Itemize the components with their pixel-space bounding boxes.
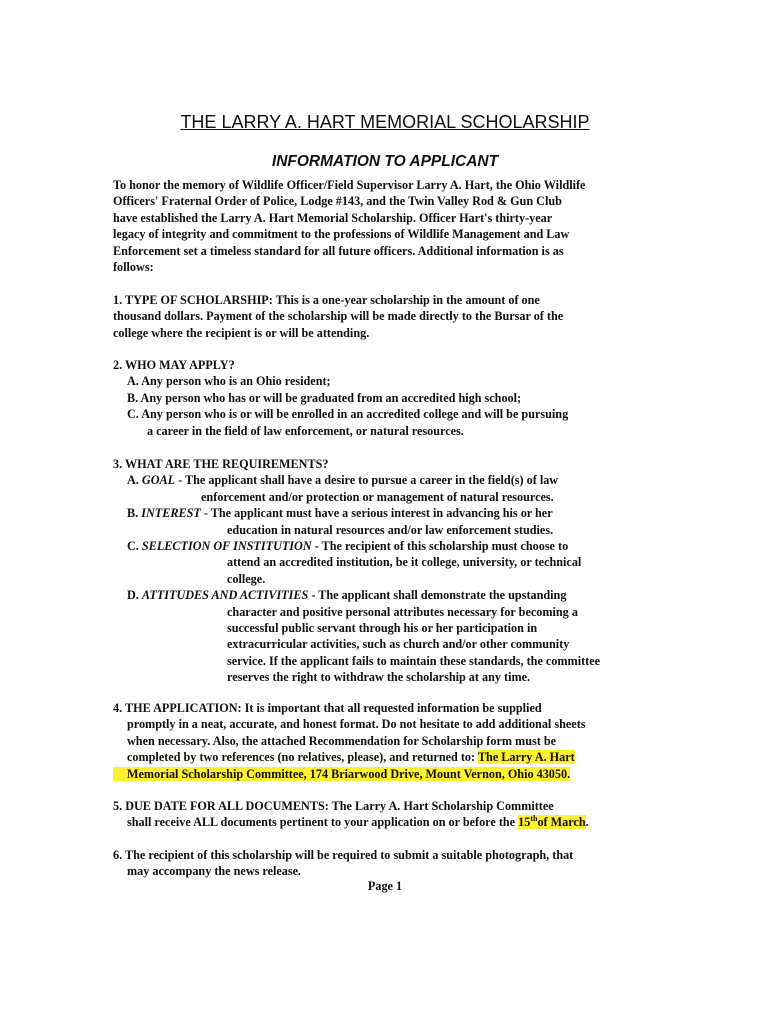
requirement-goal [113, 472, 673, 488]
requirement-text: - The applicant shall have a desire to pursue a career in the field(s) of law [175, 473, 559, 488]
section-type-of-scholarship [113, 292, 673, 341]
section-application [113, 700, 673, 782]
requirement-attitudes-continued: successful public servant through his or her participation in [227, 620, 538, 635]
section6-line: 6. The recipient of this scholarship will be required to submit a suitable photograph, that [113, 848, 574, 862]
requirement-term: INTEREST [141, 506, 201, 521]
section5-line [113, 814, 673, 830]
item-prefix: D. [127, 588, 142, 603]
section4-line: promptly in a neat, accurate, and honest format. Do not hesitate to add additional sheets [127, 717, 586, 732]
requirement-goal-continued: enforcement and/or protection or management of natural resources. [201, 489, 554, 504]
document-title: THE LARRY A. HART MEMORIAL SCHOLARSHIP [180, 112, 590, 132]
section5-text: shall receive ALL documents pertinent to your application on or before the [127, 815, 519, 830]
due-date-day: 15 [518, 815, 531, 830]
section5-period: . [585, 815, 589, 830]
section5-line: 5. DUE DATE FOR ALL DOCUMENTS: The Larry A. Hart Scholarship Committee [113, 799, 554, 813]
section-who-may-apply [113, 357, 673, 439]
requirement-attitudes [113, 587, 673, 603]
item-prefix: C. [127, 538, 142, 553]
intro-line: Officers' Fraternal Order of Police, Lodge #143, and the Twin Valley Rod & Gun Club [113, 194, 562, 209]
section4-text: completed by two references (no relatives, please), and returned to: [127, 750, 478, 765]
highlighted-address: The Larry A. Hart [477, 750, 575, 765]
requirement-term: GOAL [141, 473, 176, 488]
requirement-interest [113, 505, 673, 521]
highlighted-address: Memorial Scholarship Committee, 174 Briarwood Drive, Mount Vernon, Ohio 43050. [113, 767, 570, 781]
requirement-attitudes-continued: service. If the applicant fails to maintain these standards, the committee [227, 653, 601, 668]
section4-line [113, 749, 673, 765]
section6-line: may accompany the news release. [127, 864, 302, 879]
due-date-suffix: th [530, 814, 538, 824]
section2-item-b: B. Any person who has or will be graduated from an accredited high school; [127, 390, 522, 405]
intro-paragraph [113, 177, 673, 275]
item-prefix: B. [127, 506, 142, 521]
requirement-text: - The recipient of this scholarship must choose to [311, 538, 569, 553]
intro-line: Enforcement set a timeless standard for all future officers. Additional information is as [113, 243, 564, 258]
intro-line: follows: [113, 259, 154, 274]
page-number: Page 1 [367, 879, 403, 893]
due-date-month: of March [537, 815, 586, 830]
requirement-attitudes-continued: character and positive personal attributes necessary for becoming a [227, 604, 578, 619]
requirement-institution-continued: attend an accredited institution, be it college, university, or technical [227, 555, 582, 570]
section4-line [113, 766, 673, 782]
requirement-attitudes-continued: extracurricular activities, such as church and/or other community [227, 637, 570, 652]
intro-line: have established the Larry A. Hart Memorial Scholarship. Officer Hart's thirty-year [113, 210, 553, 225]
requirement-institution [113, 538, 673, 554]
item-prefix: A. [127, 473, 142, 488]
section1-line: 1. TYPE OF SCHOLARSHIP: This is a one-year scholarship in the amount of one [113, 293, 540, 307]
section4-line: when necessary. Also, the attached Recommendation for Scholarship form must be [127, 733, 557, 748]
requirement-attitudes-continued: reserves the right to withdraw the scholarship at any time. [227, 670, 531, 685]
section2-item-a: A. Any person who is an Ohio resident; [127, 374, 331, 389]
section3-heading: 3. WHAT ARE THE REQUIREMENTS? [113, 457, 329, 471]
requirement-term: SELECTION OF INSTITUTION [141, 538, 312, 553]
requirement-institution-continued: college. [227, 571, 266, 586]
intro-line: To honor the memory of Wildlife Officer/Field Supervisor Larry A. Hart, the Ohio Wildlife [113, 178, 586, 192]
section1-line: thousand dollars. Payment of the scholarship will be made directly to the Bursar of the [113, 309, 564, 324]
highlighted-due-date [518, 815, 586, 829]
section4-line: 4. THE APPLICATION: It is important that all requested information be supplied [113, 701, 542, 715]
section2-heading: 2. WHO MAY APPLY? [113, 358, 235, 372]
requirement-term: ATTITUDES AND ACTIVITIES [141, 588, 309, 603]
requirement-interest-continued: education in natural resources and/or law enforcement studies. [227, 522, 554, 537]
intro-line: legacy of integrity and commitment to the professions of Wildlife Management and Law [113, 227, 570, 242]
section-due-date [113, 798, 673, 831]
section2-item-c: C. Any person who is or will be enrolled in an accredited college and will be pursuing [127, 407, 569, 422]
document-subtitle: INFORMATION TO APPLICANT [271, 153, 499, 170]
requirement-text: - The applicant shall demonstrate the upstanding [308, 588, 567, 603]
requirement-text: - The applicant must have a serious interest in advancing his or her [200, 506, 553, 521]
section-photograph [113, 847, 673, 880]
section-requirements [113, 456, 673, 685]
section2-item-c-continued: a career in the field of law enforcement, or natural resources. [147, 423, 464, 438]
section1-line: college where the recipient is or will be attending. [113, 325, 370, 340]
